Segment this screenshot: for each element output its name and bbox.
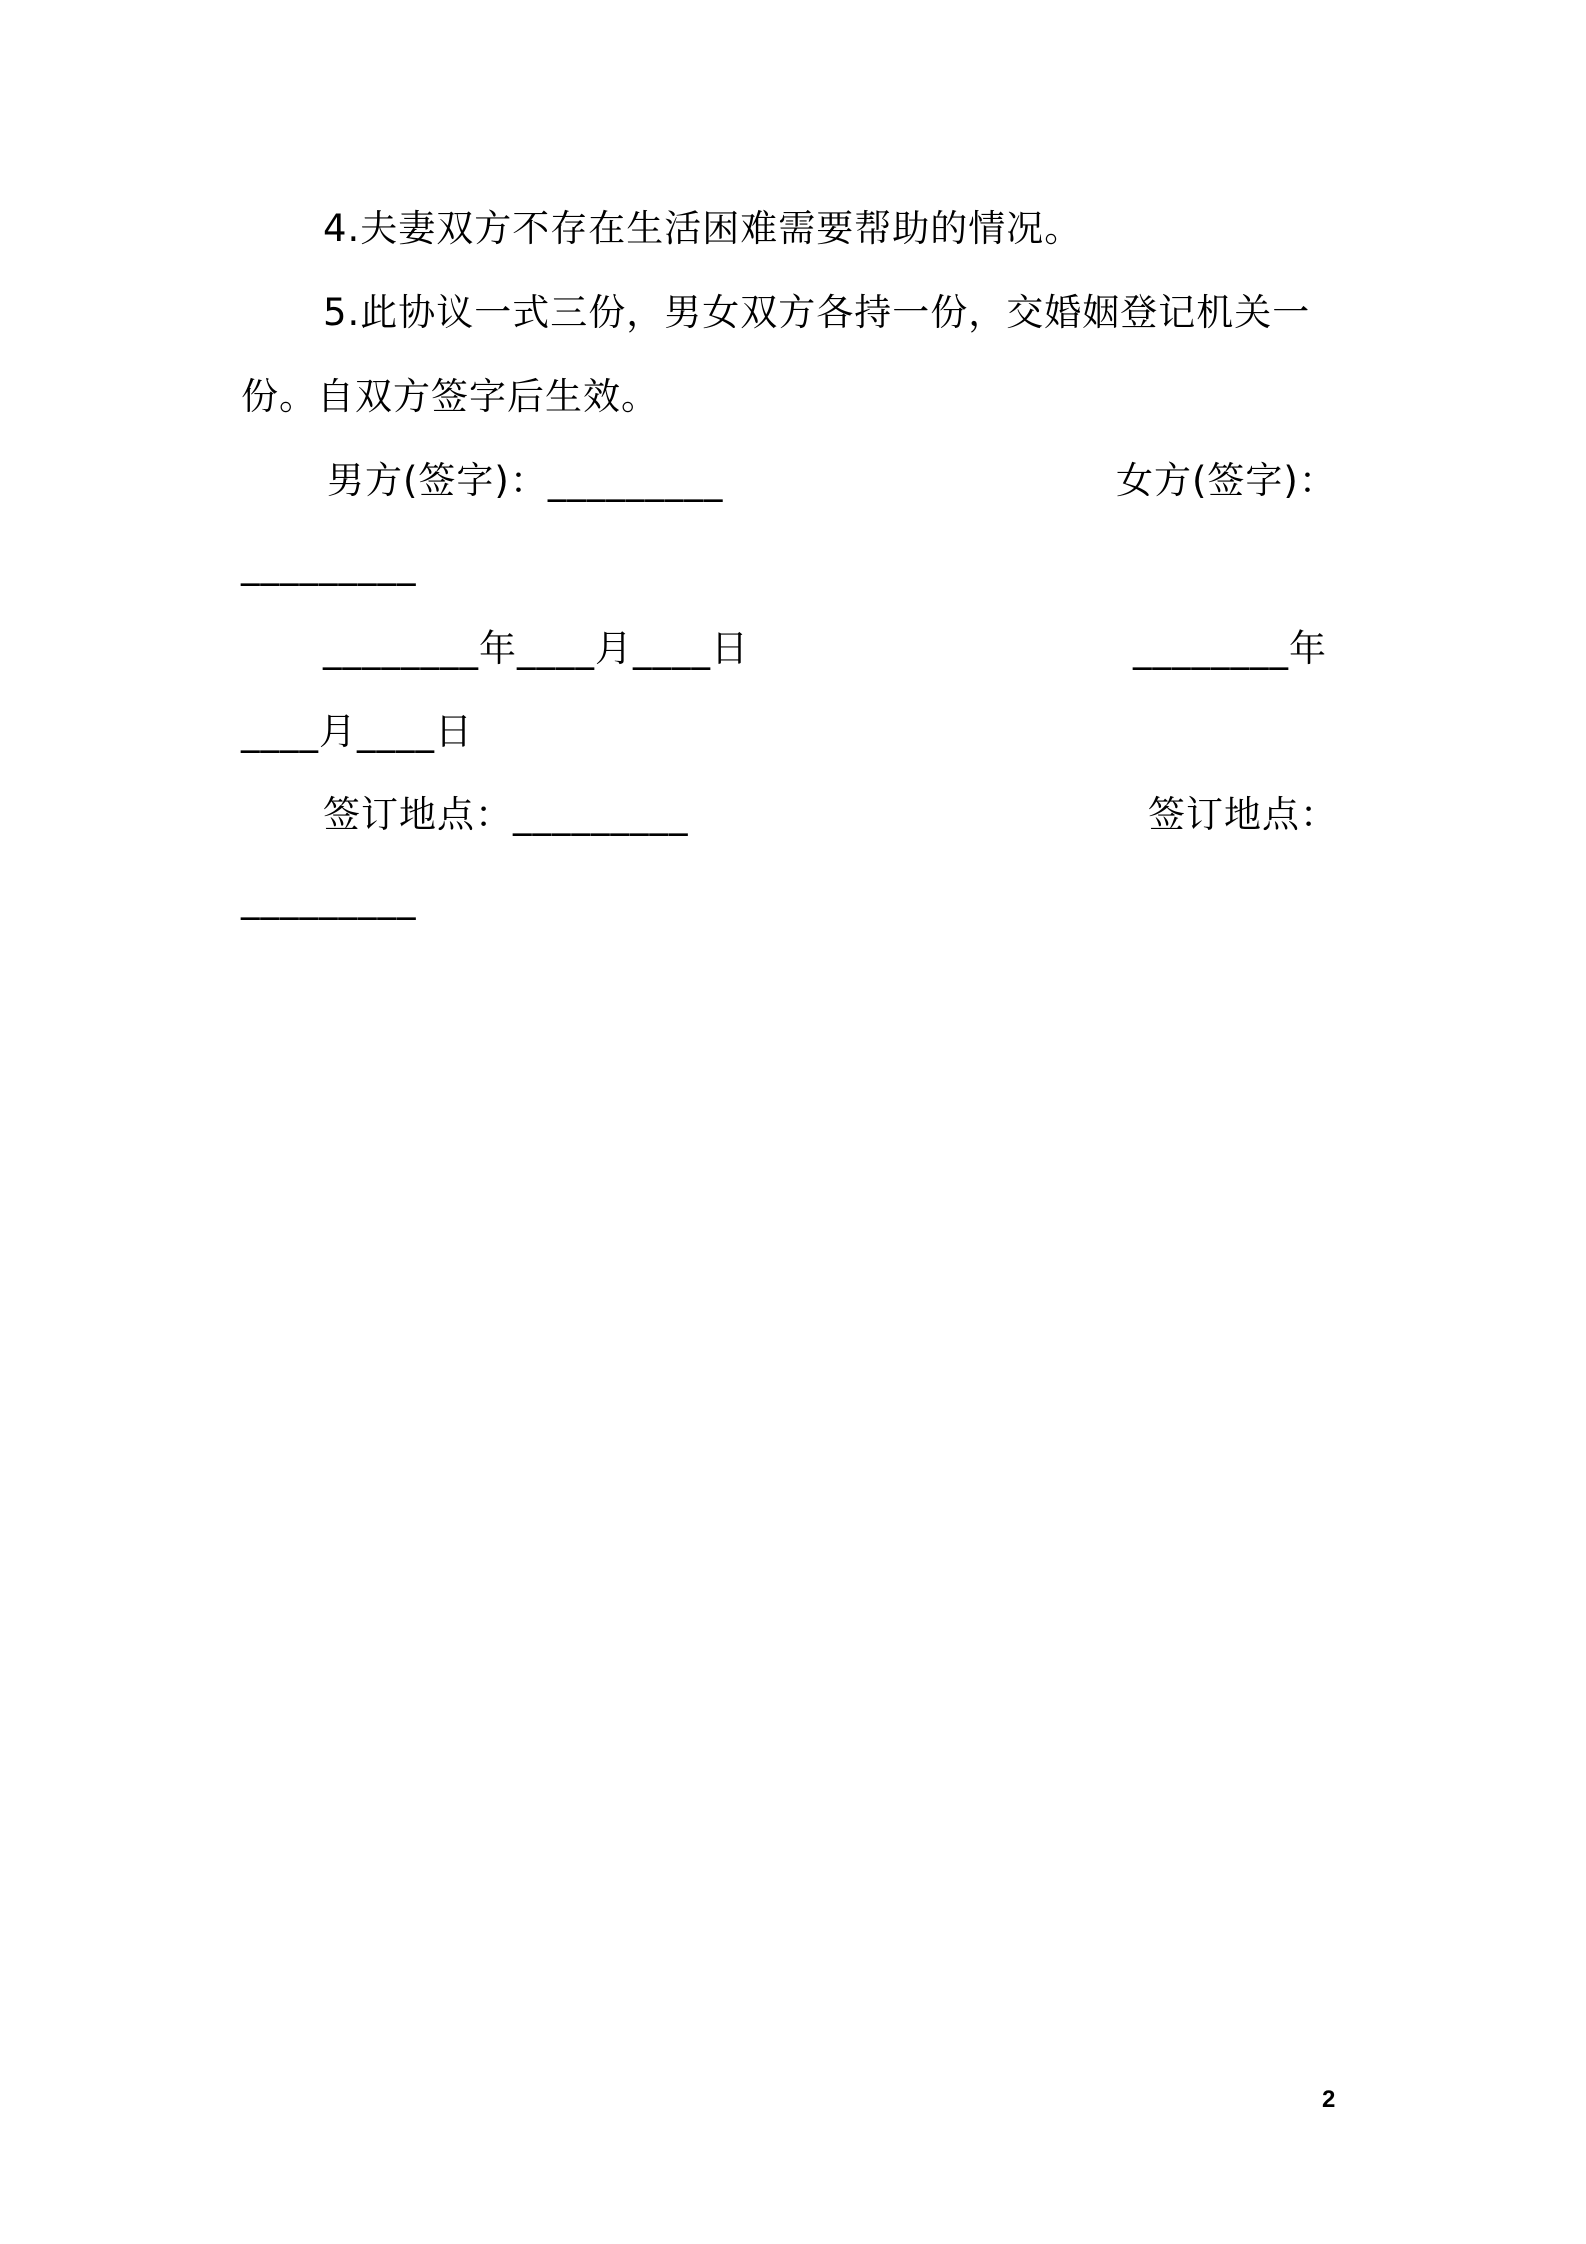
female-date-year: ________年 (1133, 627, 1327, 670)
female-signature-blank: _________ (241, 543, 417, 586)
female-signature-label: 女方(签字)： (1116, 459, 1337, 502)
female-date-rest: ____月____日 (241, 710, 473, 753)
page-number: 2 (1322, 2086, 1336, 2113)
male-signing-place: 签订地点：_________ (323, 793, 689, 836)
clause-5-line-1: 5.此协议一式三份，男女双方各持一份，交婚姻登记机关一 (323, 291, 1311, 334)
male-date-line: ________年____月____日 (323, 627, 749, 670)
male-signature-line: 男方(签字)：_________ (327, 459, 724, 502)
clause-5-line-2: 份。自双方签字后生效。 (241, 375, 659, 418)
female-signing-place-label: 签订地点： (1148, 793, 1338, 836)
female-signing-place-blank: _________ (241, 877, 417, 920)
clause-4: 4.夫妻双方不存在生活困难需要帮助的情况。 (323, 207, 1083, 250)
